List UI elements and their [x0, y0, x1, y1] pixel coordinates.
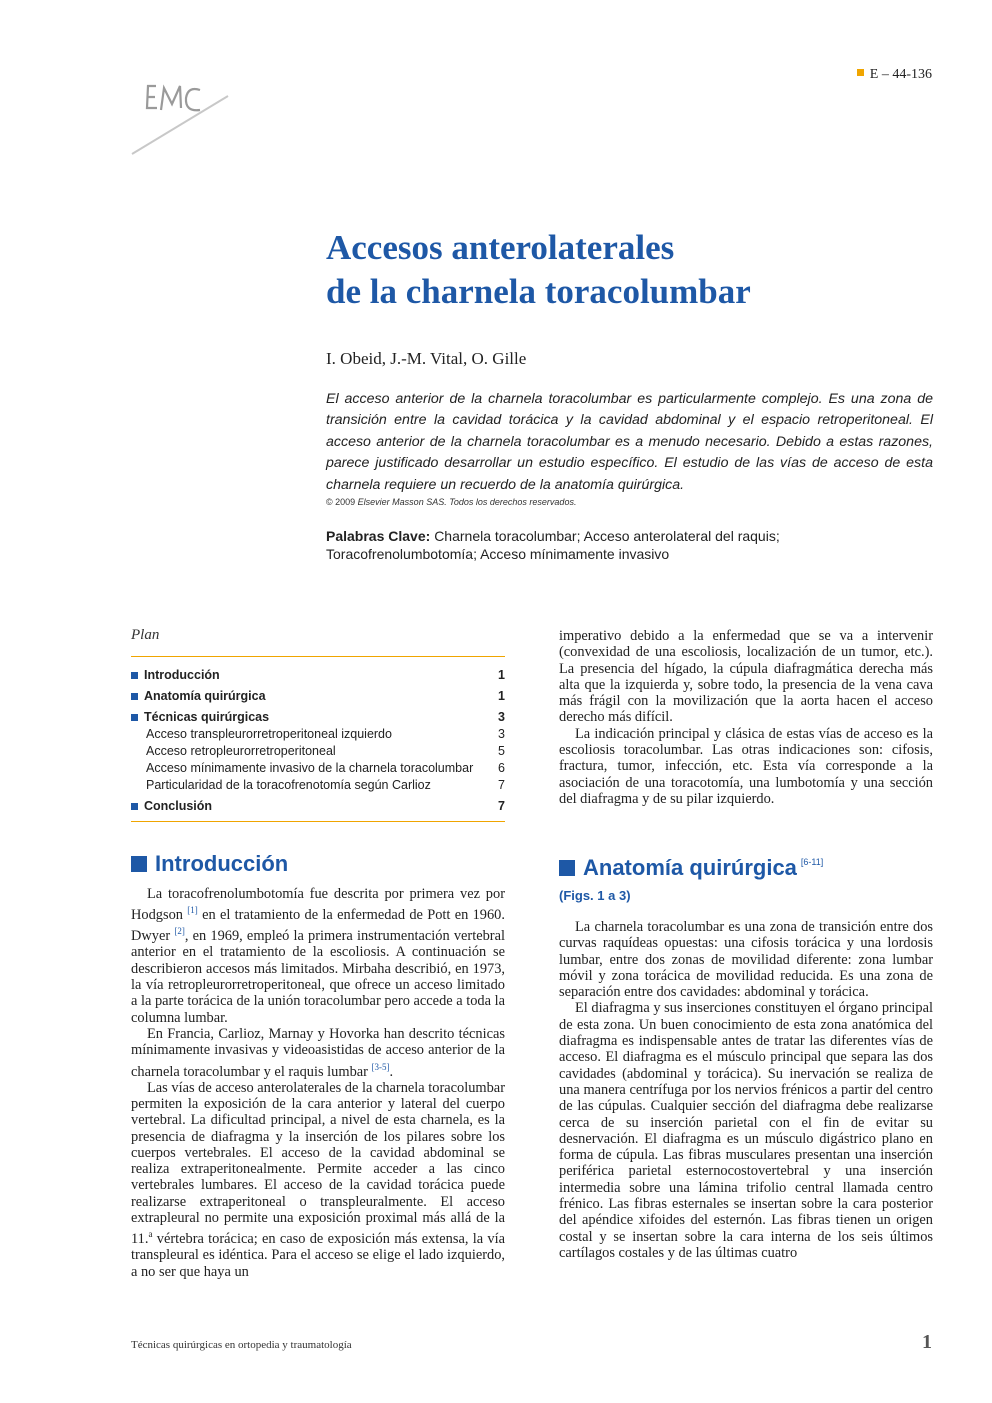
plan-subitem[interactable]: Particularidad de la toracofrenotomía según Carlioz 7: [146, 778, 505, 792]
right-column-continuation: [559, 628, 933, 807]
bullet-icon: [131, 803, 138, 810]
plan-item[interactable]: Conclusión 7: [131, 798, 505, 815]
plan-label: Plan: [131, 627, 160, 643]
reference-link[interactable]: [6-11]: [800, 857, 824, 867]
section-square-icon: [559, 860, 575, 876]
authors: I. Obeid, J.-M. Vital, O. Gille: [326, 349, 527, 368]
bullet-icon: [131, 672, 138, 679]
title-line-1: Accesos anterolaterales: [326, 228, 675, 267]
plan-top-rule: [131, 656, 505, 657]
continuation-paragraph: imperativo debido a la enfermedad que se va a intervenir (convexidad de una escoliosis, localización de un tumor, etc.). La presencia del hígado, la cúpula diafragmática derecha más alta que la izquierda y, sobre todo, la presencia de la vena cava más frágil con la movilización que la aorta hacen el acceso derecho más difícil.: [559, 628, 933, 726]
keywords: [326, 527, 933, 563]
indications-paragraph: La indicación principal y clásica de estas vías de acceso es la escoliosis toracolumbar. Las otras indicaciones son: cifosis, fractura, tumor, infección, etc. Esta vía corresponde a la asociación de una toracotomía, una lumbotomía y una sección del diafragma y de su pilar izquierdo.: [559, 725, 933, 807]
figures-reference[interactable]: (Figs. 1 a 3): [559, 888, 631, 903]
anatomy-paragraph-2: El diafragma y sus inserciones constituyen el órgano principal de esta zona. Un buen conocimiento de esta zona anatómica del diafragma es indispensable antes de tratar las diferentes vías de acceso. El diafragma es el músculo principal que separa las dos cavidades (abdominal y torácica). Su inervación se realiza de una manera centrífuga por los nervios frénicos a partir del centro de las cúpulas. Cualquier sección del diafragma debe realizarse cerca de su inserción parietal con el fin de evitar su desnervación. El diafragma es un músculo digástrico plano en forma de cúpula. Las fibras musculares presentan una inserción periférica parietal esternocostovertebral y una inserción intermedia sobre una lámina trifolio central llamada centro frénico. Las fibras esternales se insertan sobre la cara posterior del apéndice xifoides del esternón. Las fibras tienen un origen costal y se insertan sobre la cara interna de los seis últimos cartílagos costales y de las últimas cuatro: [559, 1000, 933, 1261]
intro-paragraph-3: Las vías de acceso anterolaterales de la charnela toracolumbar permiten la exposición de la cara anterior y lateral del cuerpo vertebral. La dificultad principal, a nivel de esta charnela, es la presencia de diafragma y la inserción de los pilares sobre los cuerpos vertebrales. El acceso de la cavidad abdominal se realiza extraperitonealmente. Permite acceder a las cinco vertebrales lumbares. El acceso de la cavidad torácica puede realizarse extraperitoneal o transpleuralmente. El acceso extrapleural no permite una exposición proximal más allá de la 11.$^a$ vértebra torácica; en caso de exposición más extensa, la vía transpleural es idéntica. Para el acceso se elige el lado izquierdo, a no ser que haya un: [131, 1079, 505, 1280]
emc-logo: [128, 72, 238, 162]
plan-subitem[interactable]: Acceso mínimamente invasivo de la charnela toracolumbar 6: [146, 761, 505, 775]
reference-link[interactable]: [1]: [187, 905, 198, 916]
orange-square-icon: [857, 69, 864, 76]
plan-item[interactable]: Anatomía quirúrgica 1: [131, 688, 505, 705]
abstract: El acceso anterior de la charnela toracolumbar es particularmente complejo. Es una zona de transición entre la cavidad torácica y la cavidad abdominal y el espacio retroperitoneal. El acceso anterior de la charnela toracolumbar es a menudo necesario. Debido a estas razones, parece justificado desarrollar un estudio específico. El estudio de las vías de acceso de esta charnela requiere un recuerdo de la anatomía quirúrgica.: [326, 391, 933, 493]
reference-link[interactable]: [2]: [174, 926, 185, 937]
page-number: 1: [922, 1331, 932, 1353]
copyright: © 2009 Elsevier Masson SAS. Todos los derechos reservados.: [326, 497, 577, 507]
plan-subitem[interactable]: Acceso retropleurorretroperitoneal 5: [146, 744, 505, 758]
anatomy-paragraph-1: La charnela toracolumbar es una zona de transición entre dos curvas raquídeas opuestas: una cifosis torácica y una lordosis lumbar, entre dos zonas de movilidad diferente: zona lumbar móvil y zona torácica de movilidad reducida. Es una zona de separación entre dos cavidades: abdominal y torácica.: [559, 919, 933, 1001]
article-title: [326, 226, 946, 314]
plan-item[interactable]: Introducción 1: [131, 667, 505, 684]
keywords-text: Charnela toracolumbar; Acceso anterolateral del raquis; Toracofrenolumbotomía; Acceso mínimamente invasivo: [326, 528, 780, 562]
keywords-label: Palabras Clave:: [326, 528, 431, 544]
section-heading-introduccion: Introducción: [131, 851, 288, 877]
document-code: E – 44-136: [857, 67, 932, 83]
title-line-2: de la charnela toracolumbar: [326, 272, 751, 311]
section-square-icon: [131, 856, 147, 872]
plan-subitem[interactable]: Acceso transpleurorretroperitoneal izquierdo 3: [146, 727, 505, 741]
intro-paragraph-2: En Francia, Carlioz, Marnay y Hovorka han descrito técnicas mínimamente invasivas y videoasistidas de acceso anterior de la charnela toracolumbar y el raquis lumbar [3-5].: [131, 1025, 505, 1080]
bullet-icon: [131, 693, 138, 700]
footer-journal: Técnicas quirúrgicas en ortopedia y traumatología: [131, 1339, 352, 1351]
intro-text: [131, 886, 505, 1280]
plan-item[interactable]: Técnicas quirúrgicas 3: [131, 709, 505, 726]
reference-link[interactable]: [3-5]: [371, 1061, 390, 1072]
plan-list: [131, 667, 505, 815]
plan-bottom-rule: [131, 821, 505, 822]
bullet-icon: [131, 714, 138, 721]
intro-paragraph-1: La toracofrenolumbotomía fue descrita por primera vez por Hodgson [1] en el tratamiento de la enfermedad de Pott en 1960. Dwyer [2], en 1969, empleó la primera instrumentación vertebral anterior en el tratamiento de la escoliosis. A continuación se describieron accesos más limitados. Mirbaha describió, en 1973, la vía retropleurorretroperitoneal, que ofrece un acceso limitado a la parte torácica de la unión toracolumbar pero accede a toda la columna lumbar.: [131, 886, 505, 1026]
section-heading-anatomia: Anatomía quirúrgica [6-11]: [559, 855, 823, 881]
anatomy-text: [559, 919, 933, 1261]
